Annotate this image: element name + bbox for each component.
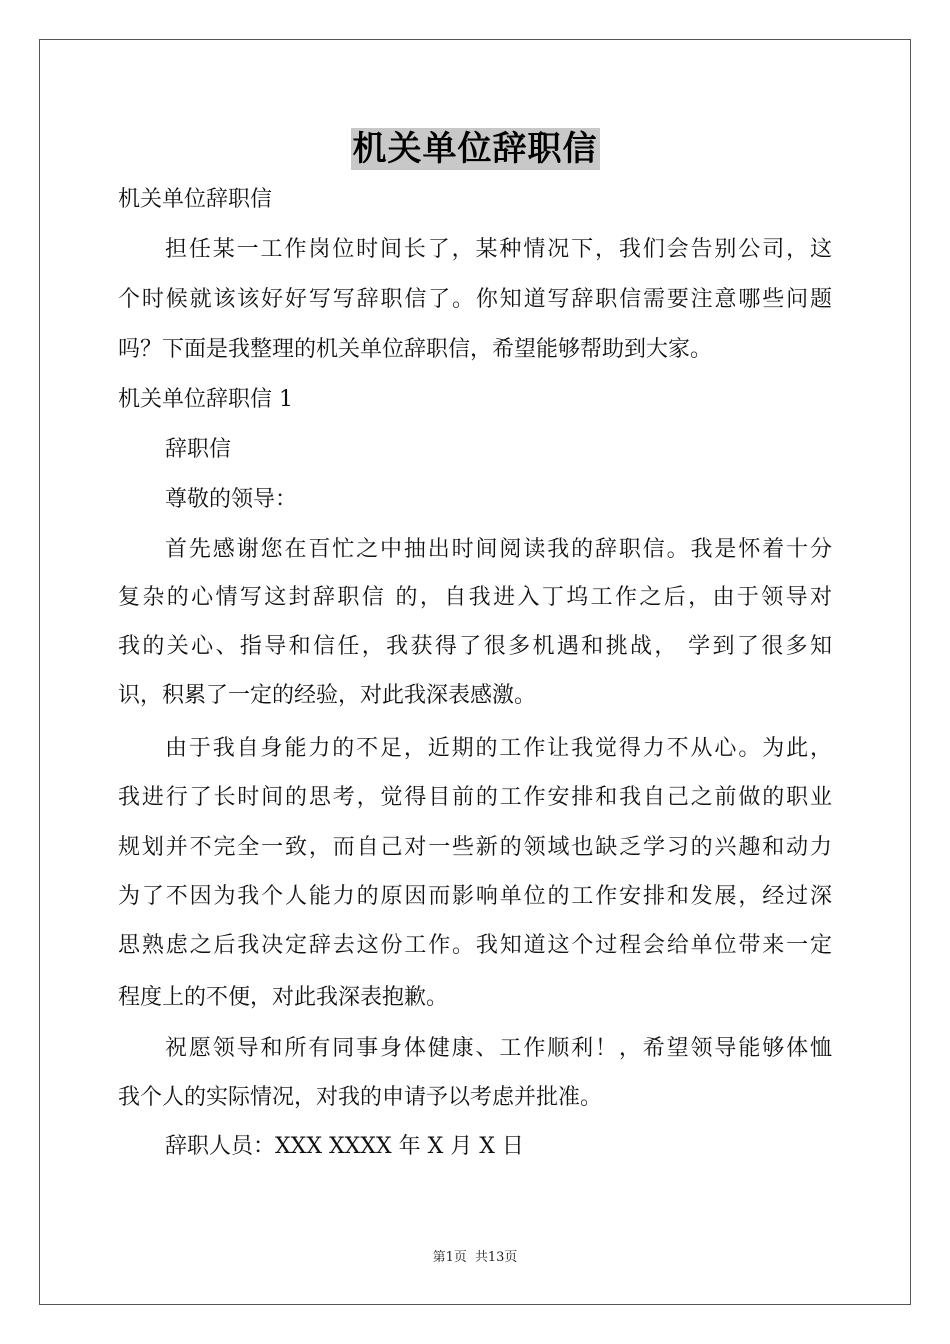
- section-heading: 机关单位辞职信 1: [118, 387, 293, 412]
- body-line: 识，积累了一定的经验，对此我深表感激。: [118, 683, 537, 708]
- body-line: 复杂的心情写这封辞职信 的，自我进入丁坞工作之后，由于领导对: [118, 585, 832, 610]
- body-line: 为了不因为我个人能力的原因而影响单位的工作安排和发展，经过深: [118, 884, 832, 909]
- body-line: 由于我自身能力的不足，近期的工作让我觉得力不从心。为此，: [165, 736, 832, 761]
- body-line: 祝愿领导和所有同事身体健康、工作顺利！，希望领导能够体恤: [165, 1036, 832, 1061]
- page-footer: [0, 1246, 950, 1265]
- body-line: 程度上的不便，对此我深表抱歉。: [118, 985, 449, 1010]
- letter-heading: 辞职信: [165, 437, 232, 462]
- page-border: [39, 39, 911, 1305]
- body-line: 规划并不完全一致，而自己对一些新的领域也缺乏学习的兴趣和动力: [118, 835, 832, 860]
- body-line: 我进行了长时间的思考，觉得目前的工作安排和我自己之前做的职业: [118, 785, 832, 810]
- body-line: 我个人的实际情况，对我的申请予以考虑并批准。: [118, 1085, 603, 1110]
- body-line: 担任某一工作岗位时间长了，某种情况下，我们会告别公司，这: [165, 237, 832, 262]
- signature-line: 辞职人员：XXX XXXX 年 X 月 X 日: [165, 1134, 524, 1159]
- title-container: [0, 128, 950, 170]
- body-line: 我的关心、指导和信任，我获得了很多机遇和挑战， 学到了很多知: [118, 634, 832, 659]
- page-number: 第1页: [432, 1250, 467, 1265]
- document-title: 机关单位辞职信: [352, 129, 598, 169]
- body-line: 首先感谢您在百忙之中抽出时间阅读我的辞职信。我是怀着十分: [165, 537, 832, 562]
- salutation: 尊敬的领导：: [165, 487, 298, 512]
- subtitle-line: 机关单位辞职信: [118, 187, 273, 212]
- body-line: 吗？下面是我整理的机关单位辞职信，希望能够帮助到大家。: [118, 337, 713, 362]
- body-line: 思熟虑之后我决定辞去这份工作。我知道这个过程会给单位带来一定: [118, 933, 832, 958]
- body-line: 个时候就该该好好写写辞职信了。你知道写辞职信需要注意哪些问题: [118, 287, 832, 312]
- page-total: 共13页: [474, 1250, 518, 1265]
